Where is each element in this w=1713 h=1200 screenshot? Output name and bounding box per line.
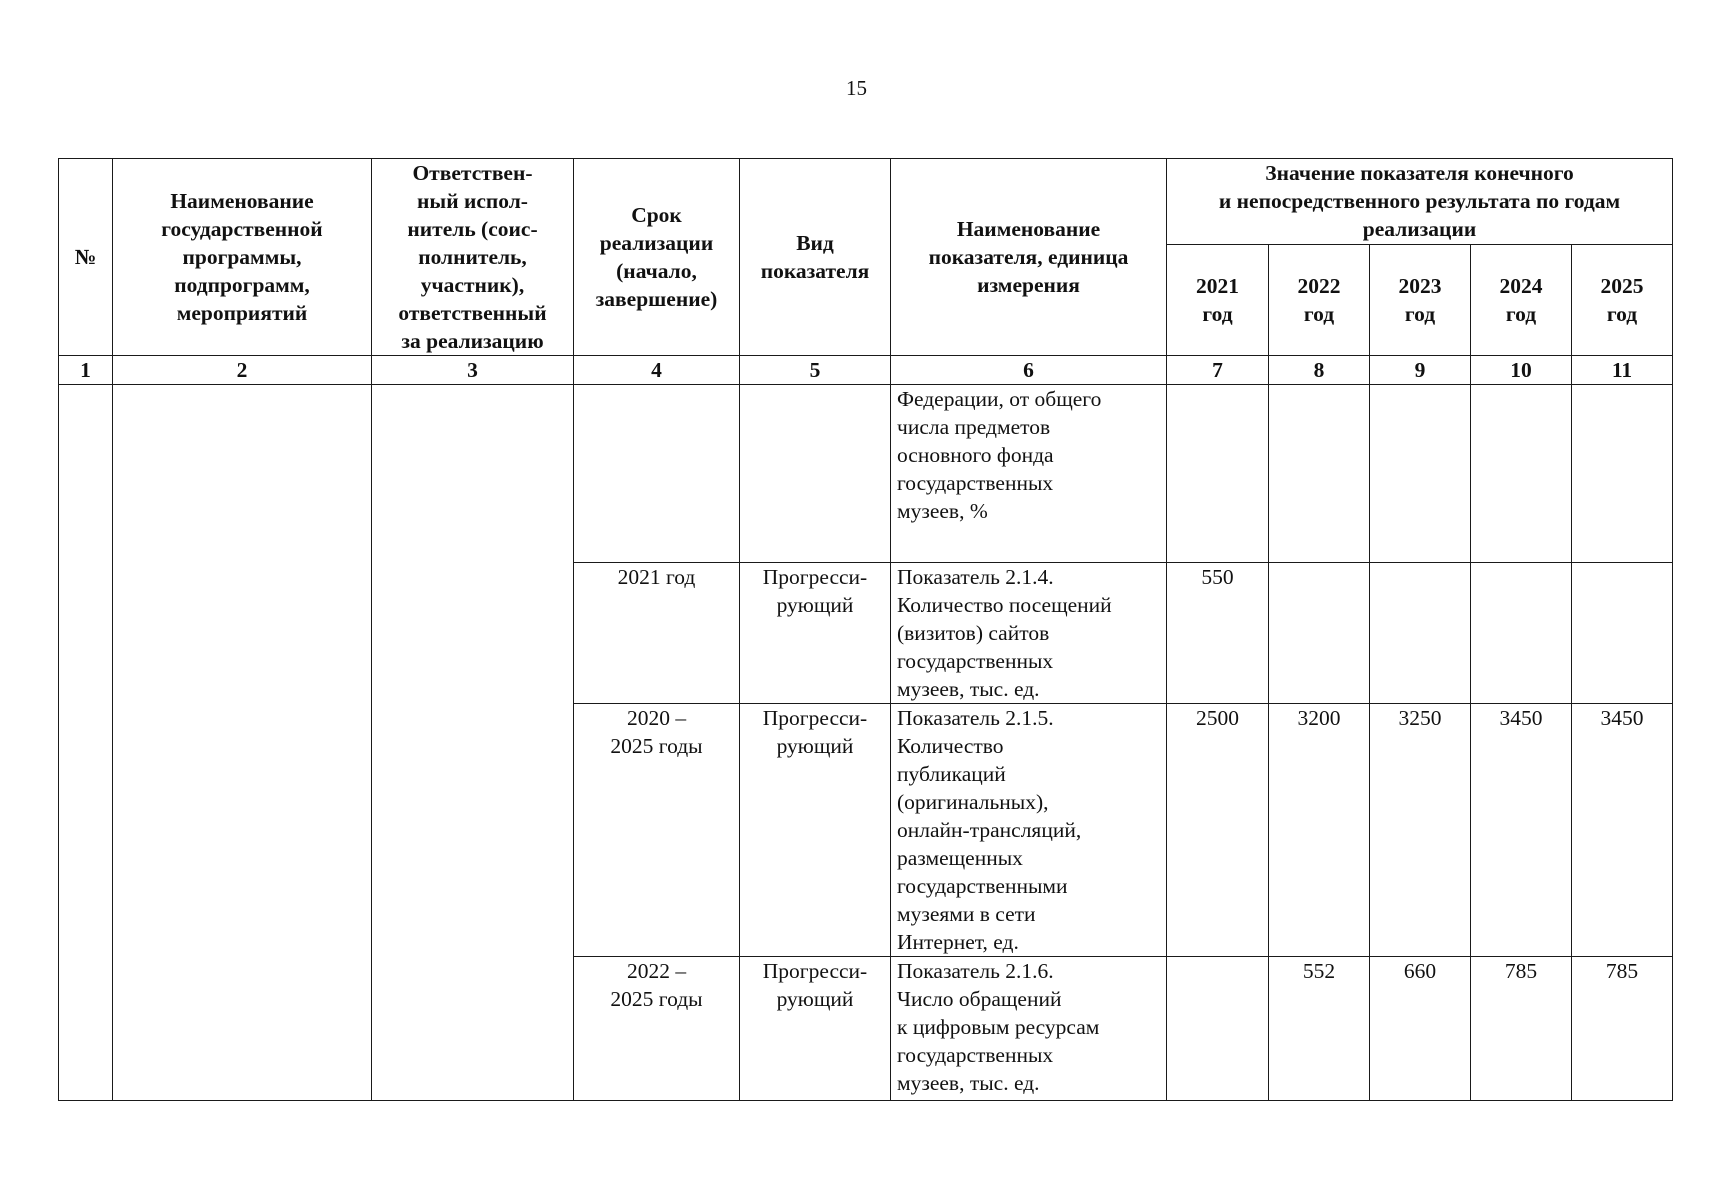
cell-number (59, 385, 113, 1101)
cell-value-2023: 660 (1370, 957, 1471, 1101)
header-indicator-type: Вид показателя (740, 159, 891, 356)
cell-period: 2022 – 2025 годы (574, 957, 740, 1101)
cell-indicator-type (740, 385, 891, 563)
column-number: 6 (891, 356, 1167, 385)
cell-period: 2021 год (574, 563, 740, 704)
column-number: 1 (59, 356, 113, 385)
cell-period: 2020 – 2025 годы (574, 704, 740, 957)
column-number: 9 (1370, 356, 1471, 385)
table-row (59, 385, 1673, 563)
cell-value-2024: 785 (1471, 957, 1572, 1101)
header-period: Срок реализации (начало, завершение) (574, 159, 740, 356)
header-indicator-name: Наименование показателя, единица измерения (891, 159, 1167, 356)
cell-indicator-type: Прогресси- рующий (740, 704, 891, 957)
cell-value-2021 (1167, 385, 1269, 563)
header-year-2022: 2022 год (1269, 244, 1370, 355)
cell-value-2025: 3450 (1572, 704, 1673, 957)
header-number: № (59, 159, 113, 356)
column-number: 8 (1269, 356, 1370, 385)
indicators-table (58, 158, 1673, 1101)
cell-value-2022 (1269, 563, 1370, 704)
header-year-2021: 2021 год (1167, 244, 1269, 355)
header-program-name: Наименование государственной программы, подпрограмм, мероприятий (113, 159, 372, 356)
cell-value-2024 (1471, 563, 1572, 704)
cell-indicator-type: Прогресси- рующий (740, 563, 891, 704)
cell-value-2023 (1370, 563, 1471, 704)
header-year-2025: 2025 год (1572, 244, 1673, 355)
cell-indicator-type: Прогресси- рующий (740, 957, 891, 1101)
page-number: 15 (846, 76, 867, 100)
cell-indicator-name: Федерации, от общего числа предметов основного фонда государственных музеев, % (891, 385, 1167, 563)
column-number: 5 (740, 356, 891, 385)
cell-responsible (372, 385, 574, 1101)
header-year-2023: 2023 год (1370, 244, 1471, 355)
cell-value-2023: 3250 (1370, 704, 1471, 957)
column-number: 11 (1572, 356, 1673, 385)
cell-period (574, 385, 740, 563)
cell-value-2021 (1167, 957, 1269, 1101)
column-number: 10 (1471, 356, 1572, 385)
cell-value-2025 (1572, 385, 1673, 563)
cell-indicator-name: Показатель 2.1.6. Число обращений к цифровым ресурсам государственных музеев, тыс. ед. (891, 957, 1167, 1101)
cell-value-2025 (1572, 563, 1673, 704)
column-number: 4 (574, 356, 740, 385)
cell-value-2024: 3450 (1471, 704, 1572, 957)
cell-program-name (113, 385, 372, 1101)
cell-value-2021: 2500 (1167, 704, 1269, 957)
column-numbers-row (59, 356, 1673, 385)
cell-value-2024 (1471, 385, 1572, 563)
cell-indicator-name: Показатель 2.1.5. Количество публикаций (оригинальных), онлайн-трансляций, размещенных государственными музеями в сети Интернет, ед. (891, 704, 1167, 957)
header-year-2024: 2024 год (1471, 244, 1572, 355)
column-number: 7 (1167, 356, 1269, 385)
cell-value-2025: 785 (1572, 957, 1673, 1101)
column-number: 3 (372, 356, 574, 385)
cell-indicator-name: Показатель 2.1.4. Количество посещений (визитов) сайтов государственных музеев, тыс. ед. (891, 563, 1167, 704)
header-responsible: Ответствен- ный испол- нитель (соис- полнитель, участник), ответственный за реализацию (372, 159, 574, 356)
cell-value-2022 (1269, 385, 1370, 563)
cell-value-2021: 550 (1167, 563, 1269, 704)
cell-value-2023 (1370, 385, 1471, 563)
cell-value-2022: 552 (1269, 957, 1370, 1101)
cell-value-2022: 3200 (1269, 704, 1370, 957)
header-values-group: Значение показателя конечного и непосредственного результата по годам реализации (1167, 159, 1673, 245)
column-number: 2 (113, 356, 372, 385)
